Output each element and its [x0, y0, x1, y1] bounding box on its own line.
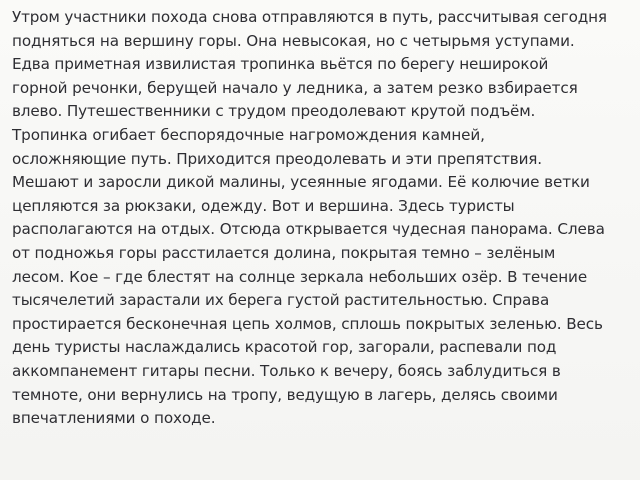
text-line-9: цепляются за рюкзаки, одежду. Вот и вершина. Здесь туристы [12, 196, 515, 215]
text-line-10: располагаются на отдых. Отсюда открывается чудесная панорама. Слева [12, 220, 605, 239]
text-line-15: день туристы наслаждались красотой гор, загорали, распевали под [12, 338, 557, 357]
text-line-16: аккомпанемент гитары песни. Только к вечеру, боясь заблудиться в [12, 361, 561, 380]
text-line-8: Мешают и заросли дикой малины, усеянные ягодами. Её колючие ветки [12, 173, 590, 192]
text-line-7: осложняющие путь. Приходится преодолевать и эти препятствия. [12, 149, 542, 168]
text-line-4: горной речонки, берущей начало у ледника, а затем резко взбирается [12, 78, 578, 97]
text-line-11: от подножья горы расстилается долина, покрытая темно – зелёным [12, 243, 556, 262]
text-line-14: простирается бесконечная цепь холмов, сплошь покрытых зеленью. Весь [12, 314, 603, 333]
text-line-5: влево. Путешественники с трудом преодолевают крутой подъём. [12, 102, 536, 121]
text-line-12: лесом. Кое – где блестят на солнце зеркала небольших озёр. В течение [12, 267, 588, 286]
text-line-2: подняться на вершину горы. Она невысокая, но с четырьмя уступами. [12, 31, 575, 50]
text-line-6: Тропинка огибает беспорядочные нагромождения камней, [12, 125, 485, 144]
text-line-17: темноте, они вернулись на тропу, ведущую в лагерь, делясь своими [12, 385, 558, 404]
document-text[interactable] [12, 6, 632, 431]
text-line-3: Едва приметная извилистая тропинка вьётся по берегу неширокой [12, 55, 549, 74]
text-line-18: впечатлениями о походе. [12, 409, 216, 428]
text-line-1: Утром участники похода снова отправляются в путь, рассчитывая сегодня [12, 8, 607, 26]
text-line-13: тысячелетий зарастали их берега густой растительностью. Справа [12, 291, 550, 310]
